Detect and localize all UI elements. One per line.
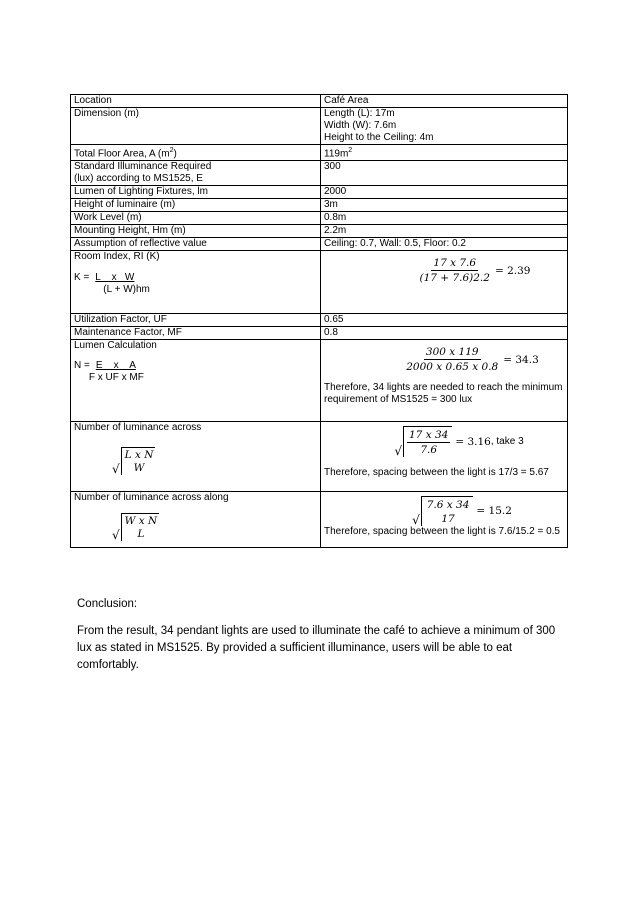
reflective-label: Assumption of reflective value <box>71 238 321 251</box>
uf-label: Utilization Factor, UF <box>71 314 321 327</box>
table-row <box>71 238 568 251</box>
dimension-length: Length (L): 17m <box>324 108 395 119</box>
table-row <box>71 186 568 199</box>
lumen-label: Lumen of Lighting Fixtures, lm <box>71 186 321 199</box>
lumen-value: 2000 <box>321 186 568 199</box>
dimension-values <box>321 108 568 145</box>
mf-label: Maintenance Factor, MF <box>71 327 321 340</box>
floor-area-label: Total Floor Area, A $(m^2)$ <box>71 145 321 161</box>
lumen-calc-result: $\frac{300 x 119}{2000 x 0.65 x 0.8}$ = 34.3 Therefore, 34 lights are needed to reach the minimum requirement of MS1525 = 300 lux <box>321 340 568 422</box>
table-row <box>71 314 568 327</box>
conclusion-heading: Conclusion: <box>77 598 138 610</box>
illuminance-label: Standard Illuminance Required (lux) according to MS1525, E <box>71 161 321 186</box>
table-row <box>71 199 568 212</box>
mounting-height-label: Mounting Height, Hm (m) <box>71 225 321 238</box>
across-label: Number of luminance across <box>74 422 202 434</box>
table-row <box>71 95 568 108</box>
table-row <box>71 212 568 225</box>
across-calc: √ $\frac{17 x 34}{7.6}$ = 3.16 , take 3 Therefore, spacing between the light is 17/3 = 5.67 <box>321 422 568 492</box>
reflective-value: Ceiling: 0.7, Wall: 0.5, Floor: 0.2 <box>321 238 568 251</box>
mounting-height-value: 2.2m <box>321 225 568 238</box>
across-formula: √ L x N W <box>112 449 154 477</box>
lumen-calc-formula: N = $\frac{\text{E x A}}{\text{F x UF x MF}}$ <box>74 360 144 384</box>
location-label: Location <box>71 95 321 108</box>
along-calc: √ 7.6 x 34 17 = 15.2 Therefore, spacing between the light is 7.6/15.2 = 0.5 <box>321 492 568 548</box>
table-row <box>71 225 568 238</box>
room-index-calc: $\frac{17 x 7.6}{(17 + 7.6)2.2}$ = 2.39 <box>321 251 568 314</box>
conclusion-body: From the result, 34 pendant lights are used to illuminate the café to achieve a minimum of 300 lux as stated in MS1525. By provided a sufficient illuminance, users will be able to eat comfortably. <box>77 625 556 671</box>
along-formula: √ W x N L <box>112 515 158 543</box>
dimension-height: Height to the Ceiling: 4m <box>324 132 434 143</box>
luminaire-height-label: Height of luminaire (m) <box>71 199 321 212</box>
dimension-width: Width (W): 7.6m <box>324 120 397 131</box>
table-row <box>71 327 568 340</box>
illuminance-value: 300 <box>321 161 568 186</box>
uf-value: 0.65 <box>321 314 568 327</box>
mf-value: 0.8 <box>321 327 568 340</box>
dimension-label: Dimension (m) <box>71 108 321 145</box>
table-row <box>71 422 568 492</box>
luminaire-height-value: 3m <box>321 199 568 212</box>
table-row <box>71 251 568 314</box>
table-row <box>71 161 568 186</box>
table-row <box>71 145 568 161</box>
across-cell <box>71 422 321 492</box>
table-row <box>71 492 568 548</box>
across-therefore: Therefore, spacing between the light is 17/3 = 5.67 <box>324 467 549 479</box>
floor-area-value: $119m^2$ <box>321 145 568 161</box>
lighting-calculation-table <box>70 94 568 548</box>
lumen-calc-label: Lumen Calculation <box>74 340 157 352</box>
work-level-label: Work Level (m) <box>71 212 321 225</box>
along-therefore: Therefore, spacing between the light is 7.6/15.2 = 0.5 <box>324 526 560 538</box>
room-index-label: Room Index, RI (K) <box>74 251 160 263</box>
room-index-formula: K = $\frac{\text{L x W}}{(L + W)hm}$ <box>74 272 150 296</box>
lumen-calc-cell <box>71 340 321 422</box>
table-row <box>71 340 568 422</box>
along-cell <box>71 492 321 548</box>
work-level-value: 0.8m <box>321 212 568 225</box>
room-index-cell <box>71 251 321 314</box>
table-row <box>71 108 568 145</box>
along-label: Number of luminance across along <box>74 492 229 504</box>
location-value: Café Area <box>321 95 568 108</box>
